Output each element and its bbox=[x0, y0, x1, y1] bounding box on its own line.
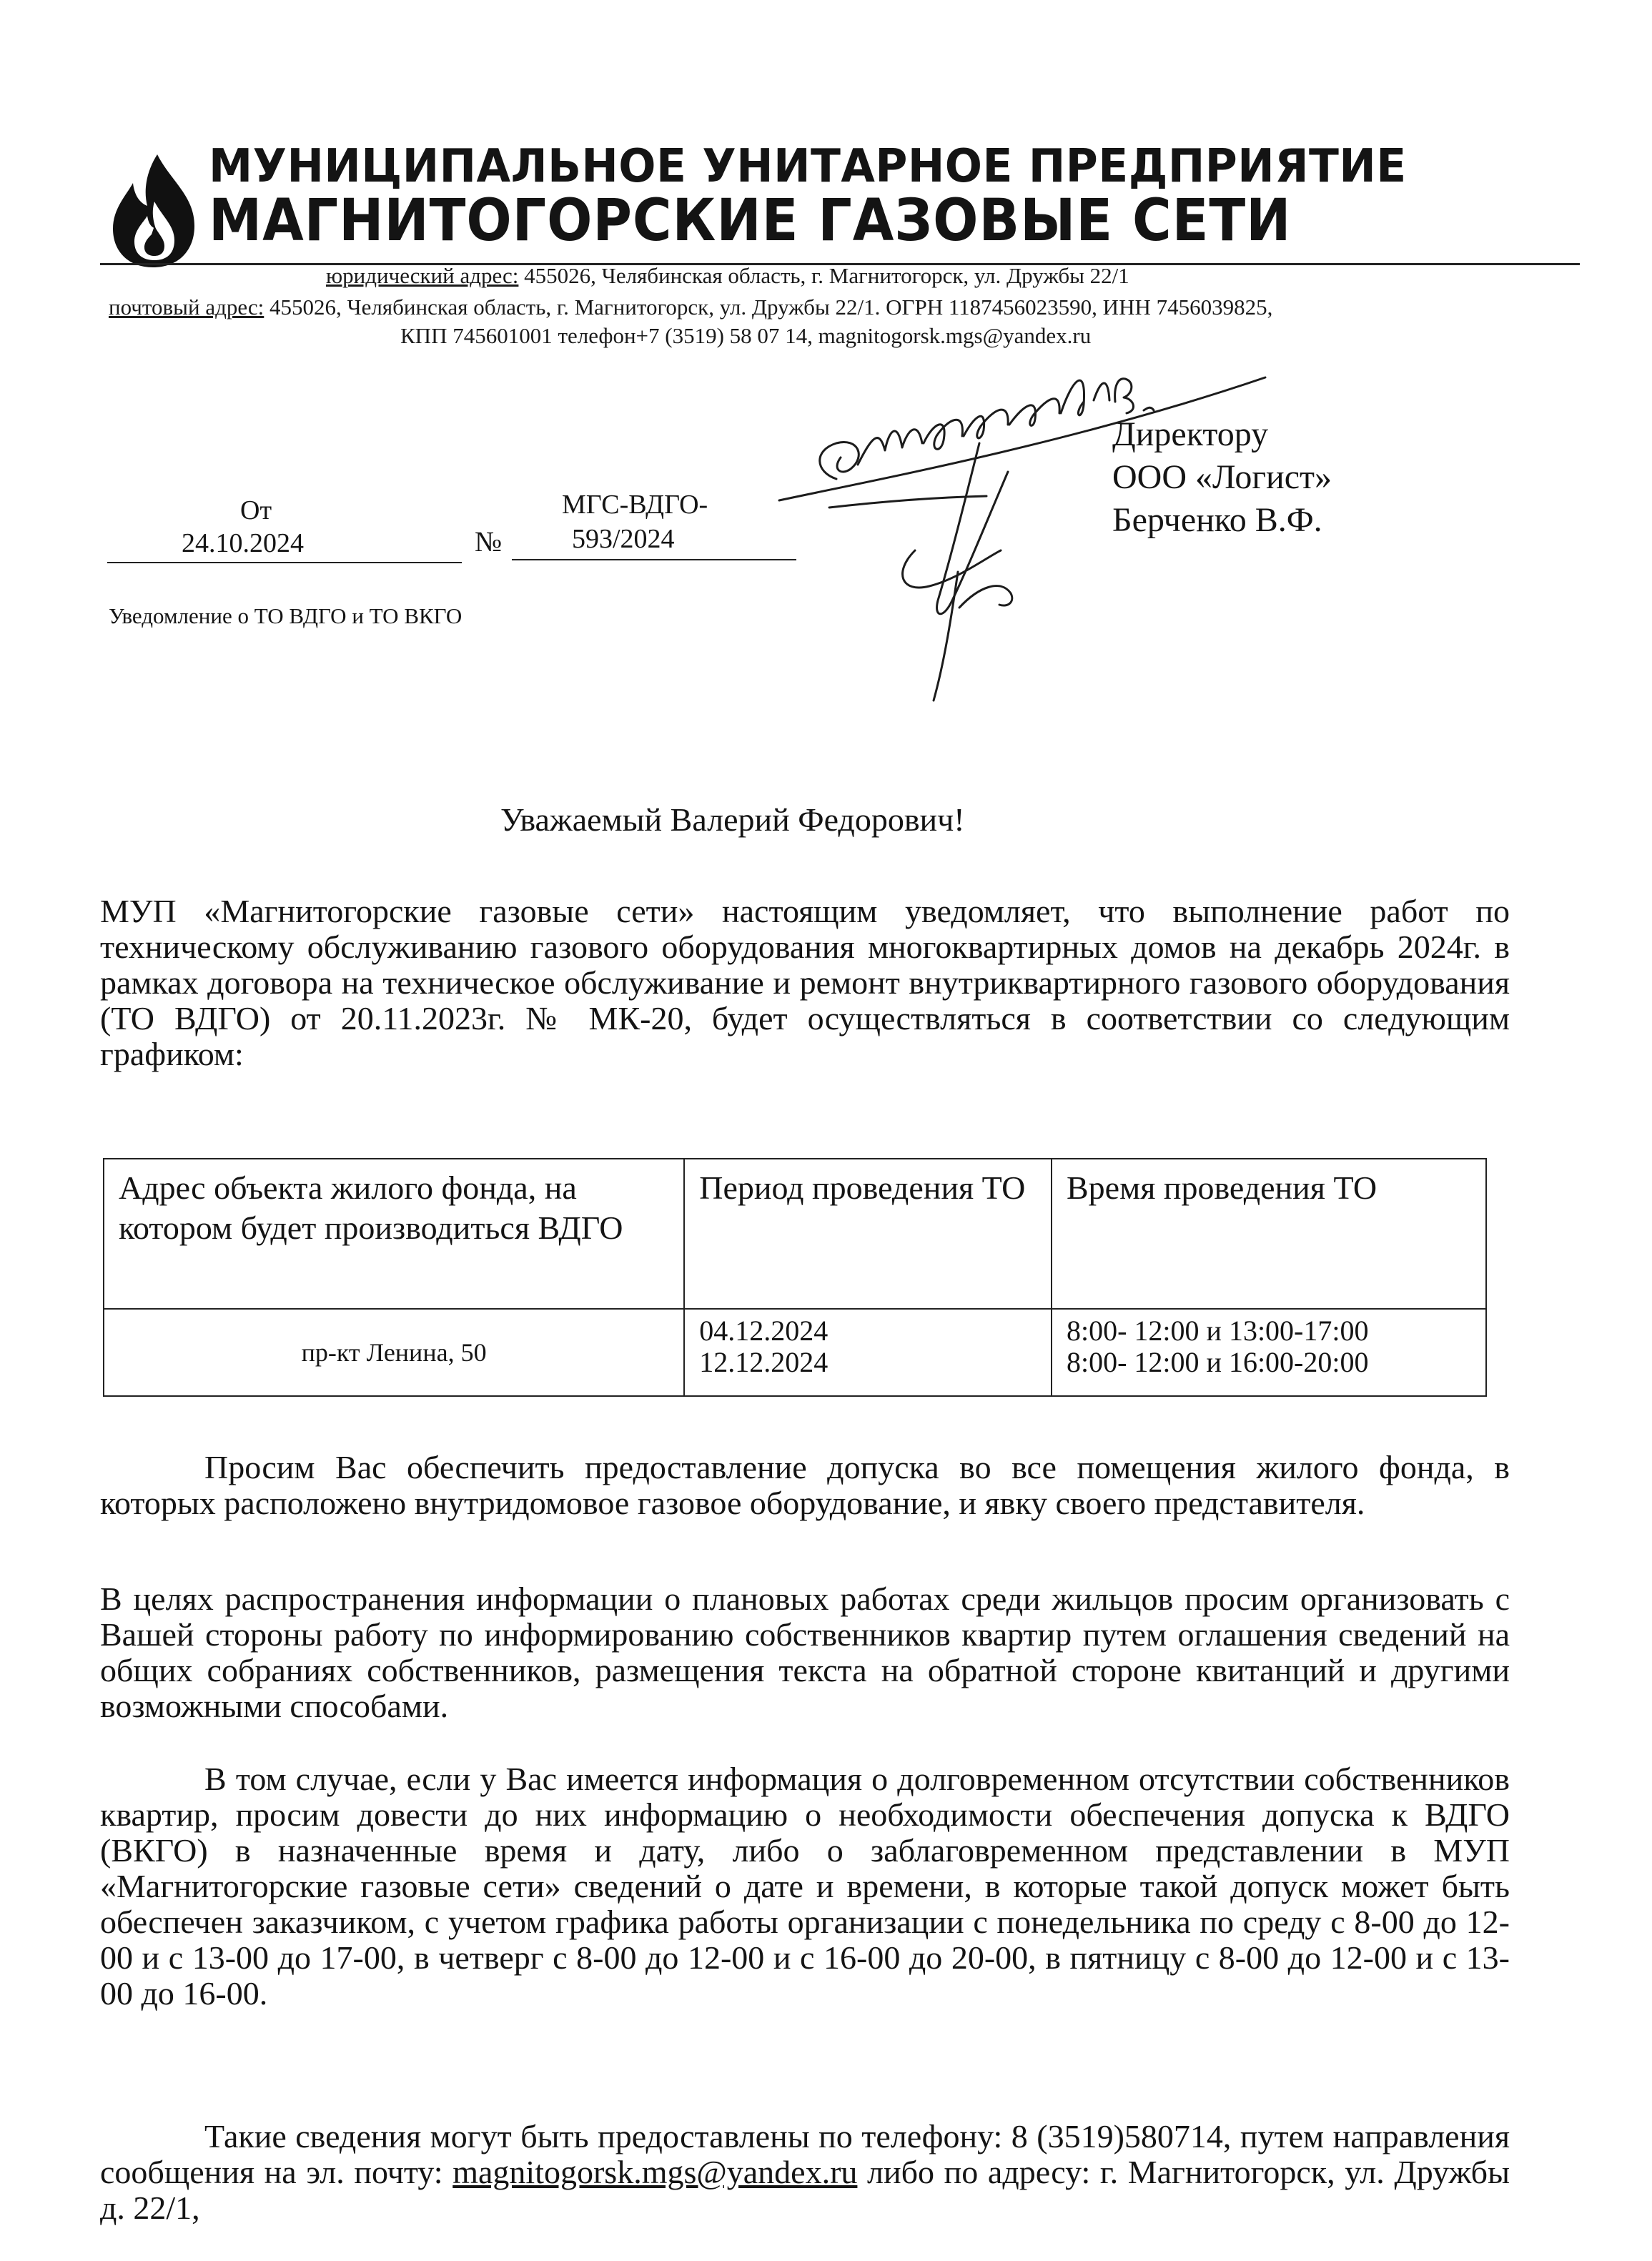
body-paragraph-3: В целях распространения информации о плановых работах среди жильцов просим организовать с Вашей стороны работу по информированию собственников квартир путем оглашения сведений на общих собраниях собственников, размещения текста на обратной стороне квитанций и другими возможными способами. bbox=[100, 1580, 1510, 1724]
postal-address-label: почтовый адрес: bbox=[109, 295, 264, 320]
p5-text-start: Такие сведения могут быть предоставлены по телефону: 8 (3519)580714, путем направления сообщения на эл. почту: bbox=[100, 2118, 1510, 2190]
greeting: Уважаемый Валерий Федорович! bbox=[500, 801, 965, 838]
document-subject: Уведомление о ТО ВДГО и ТО ВКГО bbox=[109, 603, 463, 628]
postal-address-value: 455026, Челябинская область, г. Магнитогорск, ул. Дружбы 22/1. ОГРН 1187456023590, ИНН 7456039825, bbox=[264, 295, 1273, 320]
cell-time-2: 8:00- 12:00 и 16:00-20:00 bbox=[1066, 1346, 1369, 1378]
date-label: От bbox=[240, 495, 272, 525]
cell-date-2: 12.12.2024 bbox=[699, 1346, 829, 1378]
addressee-organization: ООО «Логист» bbox=[1112, 458, 1332, 496]
date-underline bbox=[107, 562, 462, 563]
legal-address-label: юридический адрес: bbox=[326, 263, 519, 288]
legal-address bbox=[326, 263, 1129, 289]
cell-address: пр-кт Ленина, 50 bbox=[104, 1309, 684, 1396]
org-name-line2: МАГНИТОГОРСКИЕ ГАЗОВЫЕ СЕТИ bbox=[209, 187, 1292, 254]
document-number-line1: МГС-ВДГО- bbox=[562, 490, 708, 520]
cell-times bbox=[1052, 1309, 1486, 1396]
body-paragraph-4: В том случае, если у Вас имеется информация о долговременном отсутствии собственников квартир, просим довести до них информацию о необходимости обеспечения допуска к ВДГО (ВКГО) в назначенные время и дату, либо о заблаговременном представлении в МУП «Магнитогорские газовые сети» сведений о дате и времени, в которые такой допуск может быть обеспечен заказчиком, с учетом графика работы организации с понедельника по среду с 8-00 до 12-00 и с 13-00 до 17-00, в четверг с 8-00 до 12-00 и с 16-00 до 20-00, в пятницу с 8-00 до 12-00 и с 13-00 до 16-00. bbox=[100, 1761, 1510, 2012]
contact-line: КПП 745601001 телефон+7 (3519) 58 07 14, magnitogorsk.mgs@yandex.ru bbox=[400, 323, 1092, 348]
header-time: Время проведения ТО bbox=[1052, 1159, 1486, 1309]
header-period: Период проведения ТО bbox=[684, 1159, 1052, 1309]
document-number-line2: 593/2024 bbox=[572, 524, 675, 554]
handwritten-signature bbox=[772, 336, 1272, 722]
cell-dates bbox=[684, 1309, 1052, 1396]
table-header-row bbox=[104, 1159, 1486, 1309]
number-underline bbox=[512, 559, 796, 560]
addressee-name: Берченко В.Ф. bbox=[1112, 501, 1322, 539]
document-date: 24.10.2024 bbox=[182, 528, 304, 558]
body-paragraph-1: МУП «Магнитогорские газовые сети» настоящим уведомляет, что выполнение работ по техническому обслуживанию газового оборудования многоквартирных домов на декабрь 2024г. в рамках договора на техническое обслуживание и ремонт внутриквартирного газового оборудования (ТО ВДГО) от 20.11.2023г. № МК-20, будет осуществляться в соответствии со следующим графиком: bbox=[100, 893, 1510, 1072]
postal-address bbox=[109, 295, 1272, 320]
cell-time-1: 8:00- 12:00 и 13:00-17:00 bbox=[1066, 1315, 1369, 1347]
legal-address-value: 455026, Челябинская область, г. Магнитогорск, ул. Дружбы 22/1 bbox=[518, 263, 1129, 288]
org-name-line1: МУНИЦИПАЛЬНОЕ УНИТАРНОЕ ПРЕДПРИЯТИЕ bbox=[209, 140, 1407, 193]
header-address: Адрес объекта жилого фонда, на котором будет производиться ВДГО bbox=[104, 1159, 684, 1309]
p5-text-end: либо по адресу: г. Магнитогорск, ул. Дружбы д. 22/1, bbox=[100, 2154, 1510, 2226]
body-paragraph-2: Просим Вас обеспечить предоставление допуска во все помещения жилого фонда, в которых расположено внутридомовое газовое оборудование, и явку своего представителя. bbox=[100, 1449, 1510, 1521]
number-sign: № bbox=[475, 525, 503, 558]
addressee-position: Директору bbox=[1112, 415, 1269, 453]
cell-date-1: 04.12.2024 bbox=[699, 1315, 829, 1347]
schedule-table bbox=[103, 1158, 1487, 1397]
table-row bbox=[104, 1309, 1486, 1396]
body-paragraph-5 bbox=[100, 2119, 1510, 2226]
flame-logo-icon bbox=[107, 152, 200, 269]
email-link[interactable]: magnitogorsk.mgs@yandex.ru bbox=[452, 2154, 858, 2190]
